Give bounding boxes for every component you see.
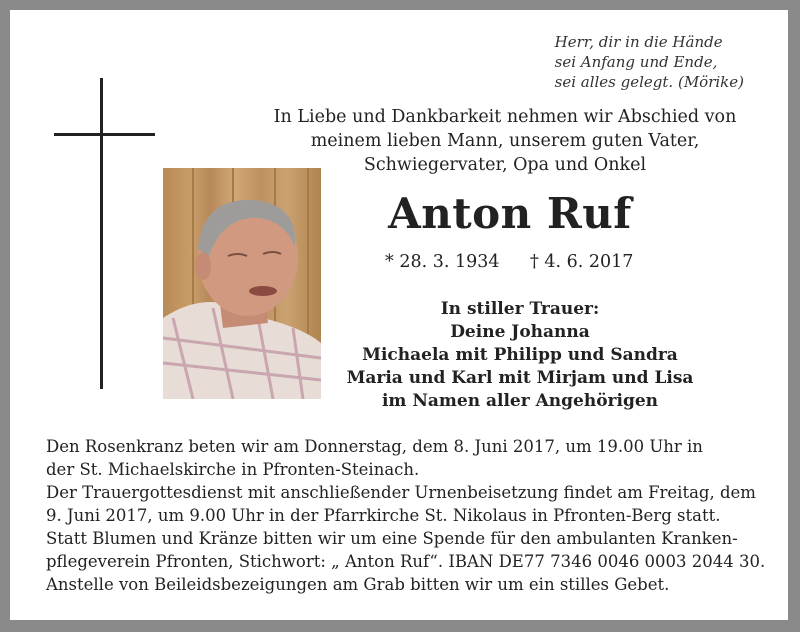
body-line: Anstelle von Beileidsbezeigungen am Grab bitten wir um ein stilles Gebet. xyxy=(46,575,670,594)
birth-date: * 28. 3. 1934 xyxy=(385,252,500,272)
mourners-line: Michaela mit Philipp und Sandra xyxy=(362,345,678,365)
cross-icon xyxy=(100,78,103,389)
body-line: Der Trauergottesdienst mit anschließender Urnenbeisetzung findet am Freitag, dem xyxy=(46,483,756,502)
body-line: pflegeverein Pfronten, Stichwort: „ Anton Ruf“. IBAN DE77 7346 0046 0003 2044 30. xyxy=(46,552,766,571)
quote-line: sei alles gelegt. (Mörike) xyxy=(554,73,744,91)
service-details xyxy=(46,435,766,596)
obituary-card xyxy=(10,10,788,620)
death-date: † 4. 6. 2017 xyxy=(530,252,634,272)
intro-line: meinem lieben Mann, unserem guten Vater, xyxy=(310,131,700,151)
quote-line: sei Anfang und Ende, xyxy=(554,53,718,71)
mourners-block xyxy=(320,298,720,413)
body-line: der St. Michaelskirche in Pfronten-Steinach. xyxy=(46,460,420,479)
cross-icon-bar xyxy=(54,133,155,136)
body-line: Den Rosenkranz beten wir am Donnerstag, dem 8. Juni 2017, um 19.00 Uhr in xyxy=(46,437,703,456)
intro-line: In Liebe und Dankbarkeit nehmen wir Abschied von xyxy=(273,107,737,127)
quote-line: Herr, dir in die Hände xyxy=(554,33,723,51)
mourners-line: In stiller Trauer: xyxy=(440,299,600,319)
intro-line: Schwiegervater, Opa und Onkel xyxy=(363,155,647,175)
intro-text xyxy=(265,105,745,177)
portrait-photo xyxy=(163,168,321,399)
mourners-line: Maria und Karl mit Mirjam und Lisa xyxy=(346,368,694,388)
body-line: Statt Blumen und Kränze bitten wir um eine Spende für den ambulanten Kranken- xyxy=(46,529,738,548)
deceased-name: Anton Ruf xyxy=(388,189,632,238)
body-line: 9. Juni 2017, um 9.00 Uhr in der Pfarrkirche St. Nikolaus in Pfronten-Berg statt. xyxy=(46,506,721,525)
quote-block xyxy=(555,32,744,92)
mourners-line: Deine Johanna xyxy=(450,322,590,342)
mourners-line: im Namen aller Angehörigen xyxy=(381,391,659,411)
